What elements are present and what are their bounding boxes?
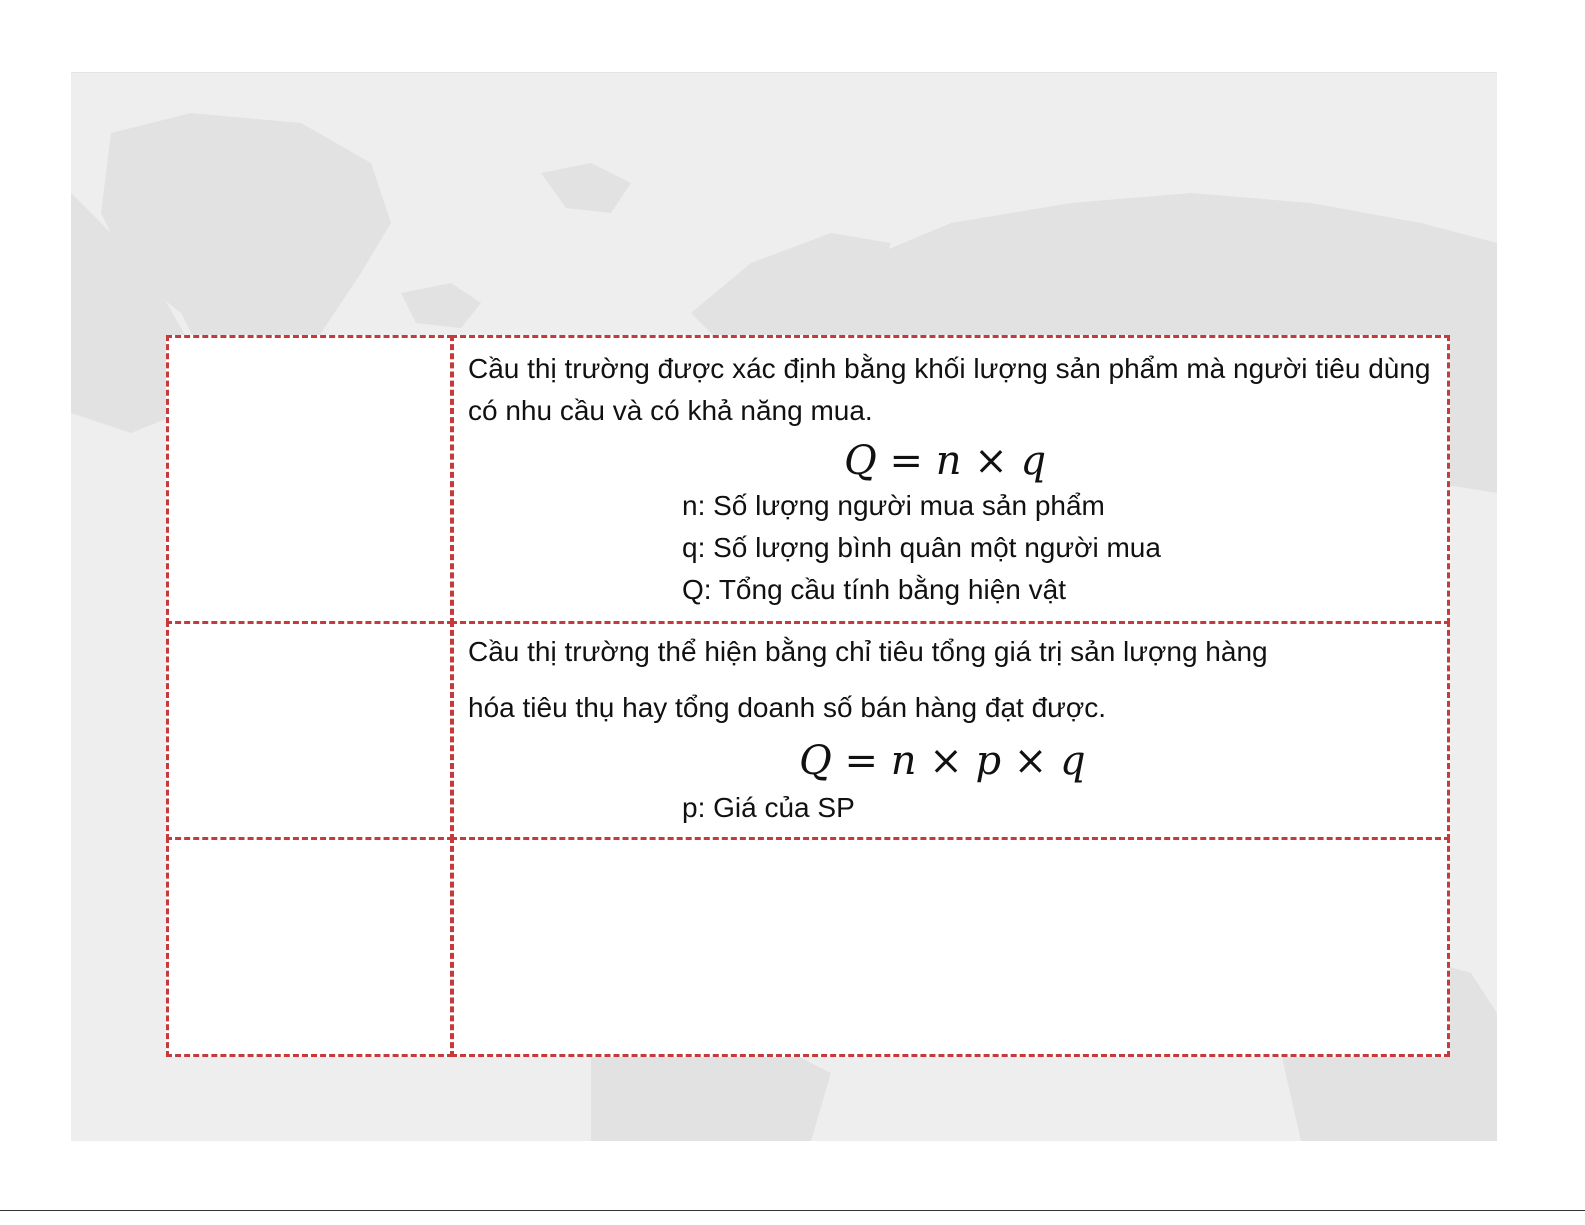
row1-variable-q: q: Số lượng bình quân một người mua bbox=[682, 532, 1161, 563]
row2-variable-p: p: Giá của SP bbox=[682, 792, 855, 823]
row3-right-cell bbox=[451, 837, 1450, 1057]
row2-left-cell bbox=[166, 621, 453, 840]
row1-left-cell bbox=[166, 335, 453, 624]
page-bottom-rule bbox=[0, 1210, 1585, 1211]
row2-formula: Q = n × p × q bbox=[799, 738, 1086, 784]
row1-variable-n: n: Số lượng người mua sản phẩm bbox=[682, 490, 1105, 521]
row1-variable-Q: Q: Tổng cầu tính bằng hiện vật bbox=[682, 574, 1066, 605]
iceland-shape bbox=[401, 283, 481, 328]
svalbard-shape bbox=[541, 163, 631, 213]
row3-left-cell bbox=[166, 837, 453, 1057]
row2-description-line1: Cầu thị trường thể hiện bằng chỉ tiêu tổng giá trị sản lượng hàng bbox=[468, 636, 1268, 667]
row1-description: Cầu thị trường được xác định bằng khối lượng sản phẩm mà người tiêu dùng có nhu cầu và có khả năng mua. bbox=[468, 353, 1431, 426]
row2-description-line2: hóa tiêu thụ hay tổng doanh số bán hàng đạt được. bbox=[468, 692, 1107, 723]
row1-right-cell bbox=[451, 335, 1450, 624]
row2-right-cell bbox=[451, 621, 1450, 840]
slide bbox=[71, 72, 1497, 1141]
row1-formula: Q = n × q bbox=[844, 438, 1047, 484]
